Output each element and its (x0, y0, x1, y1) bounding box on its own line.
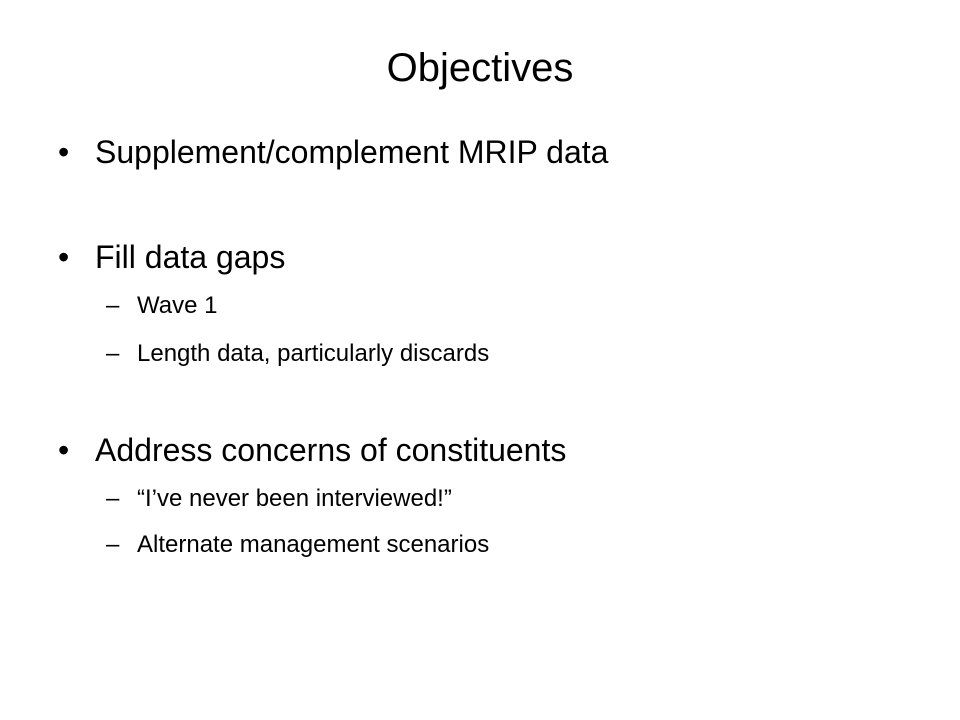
bullet-icon: • (58, 134, 70, 170)
bullet-text: Supplement/complement MRIP data (95, 134, 609, 170)
dash-icon: – (106, 292, 120, 319)
dash-icon: – (106, 485, 120, 512)
dash-icon: – (106, 531, 120, 558)
sub-bullet-text: Alternate management scenarios (137, 531, 490, 558)
bullet-icon: • (58, 432, 70, 468)
sub-bullet-text: Length data, particularly discards (137, 340, 490, 367)
sub-bullet-text: “I’ve never been interviewed!” (137, 485, 452, 512)
bullet-text: Fill data gaps (95, 239, 286, 275)
bullet-text: Address concerns of constituents (95, 432, 567, 468)
sub-bullet-text: Wave 1 (137, 292, 218, 319)
dash-icon: – (106, 340, 120, 367)
bullet-icon: • (58, 239, 70, 275)
slide-title: Objectives (386, 46, 574, 90)
